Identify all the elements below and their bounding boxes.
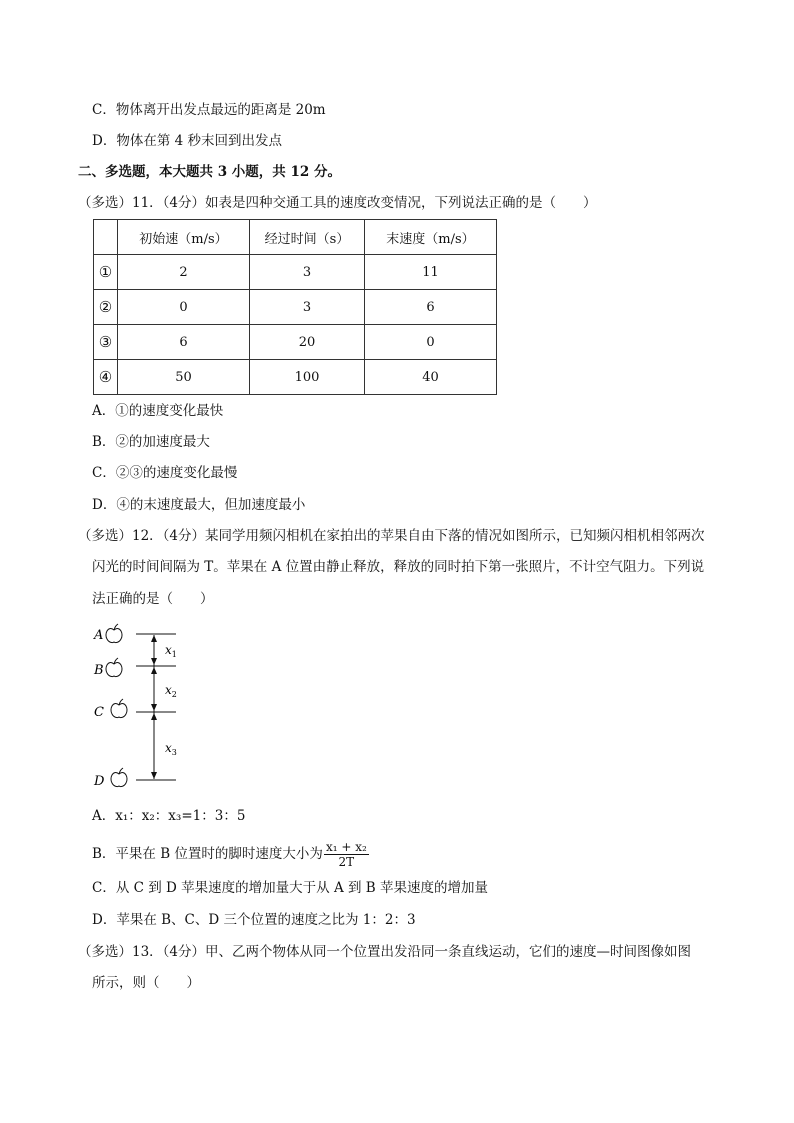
table-header-cell — [94, 220, 118, 255]
distance-label-x2: $x_2$ — [165, 683, 177, 699]
table-header-cell: 经过时间（s） — [250, 220, 365, 255]
table-cell: 6 — [365, 290, 497, 325]
fraction-denominator: 2T — [338, 855, 355, 869]
position-label-c: C — [94, 705, 104, 720]
table-cell: 6 — [118, 325, 250, 360]
q11-option-d: D．④的末速度最大，但加速度最小 — [92, 497, 306, 513]
speed-table — [93, 219, 497, 395]
q12-option-c: C．从 C 到 D 苹果速度的增加量大于从 A 到 B 苹果速度的增加量 — [92, 880, 488, 896]
table-row — [94, 255, 497, 290]
q11-option-b: B．②的加速度最大 — [92, 434, 210, 450]
apple-icon — [106, 658, 122, 677]
table-cell: ② — [94, 290, 118, 325]
table-cell: ③ — [94, 325, 118, 360]
distance-label-x3: $x_3$ — [165, 741, 177, 757]
table-cell: 11 — [365, 255, 497, 290]
table-cell: 2 — [118, 255, 250, 290]
distance-label-x1: $x_1$ — [165, 643, 177, 659]
table-header-row — [94, 220, 497, 255]
apple-icon — [106, 624, 122, 643]
q12-stem-line2: 闪光的时间间隔为 T。苹果在 A 位置由静止释放，释放的同时拍下第一张照片，不计空气阻力。下列说 — [92, 559, 705, 575]
section-header: 二、多选题，本大题共 3 小题，共 12 分。 — [78, 164, 341, 180]
table-cell: 40 — [365, 360, 497, 395]
apple-icon — [111, 768, 127, 787]
table-cell: 0 — [365, 325, 497, 360]
table-cell: ④ — [94, 360, 118, 395]
q13-stem-line1: （多选）13．（4分）甲、乙两个物体从同一个位置出发沿同一条直线运动，它们的速度—时间图像如图 — [78, 944, 692, 960]
table-cell: ① — [94, 255, 118, 290]
position-label-d: D — [94, 774, 105, 789]
position-label-a: A — [94, 628, 104, 643]
fraction-numerator: x₁ + x₂ — [325, 840, 367, 854]
prev-option-d: D．物体在第 4 秒末回到出发点 — [92, 133, 282, 149]
prev-option-c: C．物体离开出发点最远的距离是 20m — [92, 102, 326, 118]
fraction — [324, 840, 369, 869]
table-row — [94, 325, 497, 360]
table-cell: 100 — [250, 360, 365, 395]
q11-stem: （多选）11．（4分）如表是四种交通工具的速度改变情况，下列说法正确的是（ ） — [78, 195, 597, 211]
q12-option-b-text: B．平果在 B 位置时的脚时速度大小为 — [92, 846, 323, 862]
apple-icon — [111, 699, 127, 718]
q12-option-d: D．苹果在 B、C、D 三个位置的速度之比为 1：2：3 — [92, 912, 416, 928]
q11-option-c: C．②③的速度变化最慢 — [92, 465, 238, 481]
q11-option-a: A．①的速度变化最快 — [92, 403, 224, 419]
q12-option-a: A．x₁：x₂：x₃=1：3：5 — [92, 808, 246, 824]
table-cell: 3 — [250, 290, 365, 325]
table-cell: 3 — [250, 255, 365, 290]
table-header-cell: 末速度（m/s） — [365, 220, 497, 255]
table-row — [94, 360, 497, 395]
q13-stem-line2: 所示，则（ ） — [92, 975, 200, 991]
table-row — [94, 290, 497, 325]
table-header-cell: 初始速（m/s） — [118, 220, 250, 255]
position-label-b: B — [94, 663, 104, 678]
table-cell: 50 — [118, 360, 250, 395]
table-cell: 20 — [250, 325, 365, 360]
q12-option-b — [92, 840, 369, 869]
q12-stem-line1: （多选）12．（4分）某同学用频闪相机在家拍出的苹果自由下落的情况如图所示，已知频闪相机相邻两次 — [78, 528, 705, 544]
table-cell: 0 — [118, 290, 250, 325]
q12-stem-line3: 法正确的是（ ） — [92, 591, 214, 607]
apple-fall-figure — [90, 618, 200, 798]
